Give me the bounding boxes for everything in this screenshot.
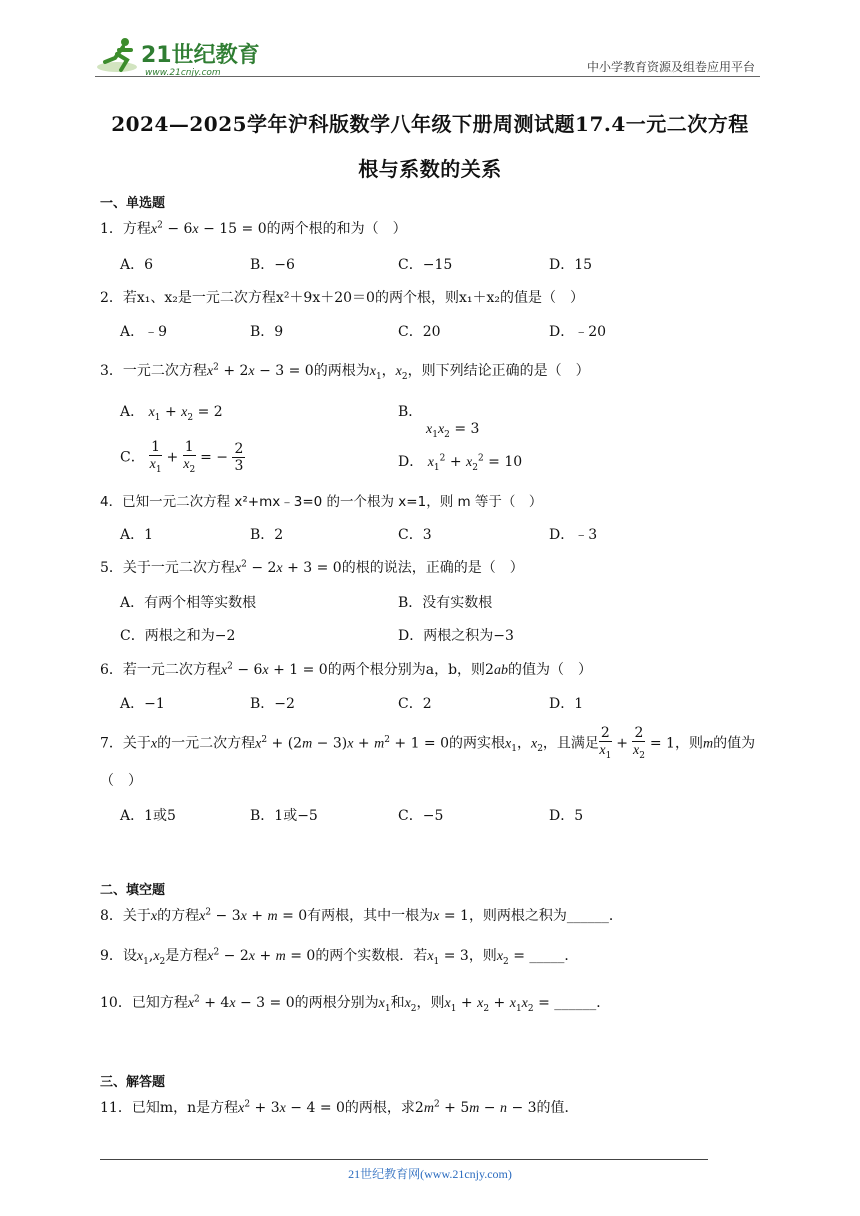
- header-rule: [95, 76, 760, 77]
- q3-option-b[interactable]: B． $x_1x_2 = 3$: [398, 404, 480, 440]
- logo: [95, 34, 265, 80]
- footer-link[interactable]: 21世纪教育网(www.21cnjy.com): [348, 1167, 512, 1181]
- question-2: 2．若x₁、x₂是一元二次方程x²＋9x＋20＝0的两个根，则x₁＋x₂的值是（ ）: [100, 290, 584, 306]
- q3-option-a[interactable]: A． $x_1 + x_2 = 2$: [120, 404, 223, 423]
- footer-rule: [100, 1159, 708, 1160]
- q3-option-c[interactable]: C． $\frac{1}{x_1}$ + $\frac{1}{x_2}$ = − $\frac{2}{3}$: [120, 439, 244, 475]
- q1-option-a[interactable]: A．6: [120, 257, 154, 273]
- q4-option-b[interactable]: B．2: [250, 527, 284, 543]
- q5-option-a[interactable]: A．有两个相等实数根: [120, 595, 257, 611]
- q6-option-b[interactable]: B．−2: [250, 696, 295, 712]
- section-single-choice: 一、单选题: [100, 196, 166, 211]
- site-tag: 中小学教育资源及组卷应用平台: [586, 60, 755, 74]
- q7-option-a[interactable]: A．1或5: [120, 808, 176, 824]
- q5-option-b[interactable]: B．没有实数根: [398, 595, 493, 611]
- q6-option-d[interactable]: D．1: [549, 696, 584, 712]
- q7-option-c[interactable]: C．−5: [398, 808, 444, 824]
- svg-text:21世纪教育: 21世纪教育: [141, 43, 260, 68]
- question-5: 5．关于一元二次方程$x^2 - 2x + 3 = 0$的根的说法，正确的是（ ）: [100, 559, 524, 576]
- question-7: 7．关于x的一元二次方程$x^2 + (2m - 3)x + m^2 + 1 = 0$的两实根$x_1$，$x_2$，且满足 $\frac{2}{x_1}$ + $\frac{2}{x_2}$ = 1，则m的值为: [100, 725, 756, 761]
- q1-option-d[interactable]: D．15: [549, 257, 593, 273]
- question-3: 3．一元二次方程$x^2 + 2x - 3 = 0$的两根为$x_1$，$x_2$，则下列结论正确的是（ ）: [100, 362, 590, 382]
- question-11: 11．已知m，n是方程$x^2 + 3x - 4 = 0$的两根，求$2m^2 + 5m - n - 3$的值．: [100, 1099, 579, 1116]
- q1-option-b[interactable]: B．−6: [250, 257, 295, 273]
- q4-option-d[interactable]: D．﹣3: [549, 527, 598, 543]
- q5-option-c[interactable]: C．两根之和为−2: [120, 628, 236, 644]
- q5-option-d[interactable]: D．两根之积为−3: [398, 628, 514, 644]
- q7-option-d[interactable]: D．5: [549, 808, 584, 824]
- section-answer: 三、解答题: [100, 1075, 166, 1090]
- page-title-line2: 根与系数的关系: [358, 157, 502, 181]
- q3-option-d[interactable]: D． $x_1^2 + x_2^2 = 10$: [398, 453, 523, 473]
- runner-logo-icon: [95, 34, 265, 80]
- q4-option-a[interactable]: A．1: [120, 527, 154, 543]
- q7-option-b[interactable]: B．1或−5: [250, 808, 318, 824]
- q4-option-c[interactable]: C．3: [398, 527, 432, 543]
- question-6: 6．若一元二次方程$x^2 - 6x + 1 = 0$的两个根分别为a，b，则2ab的值为（ ）: [100, 661, 592, 678]
- q6-option-c[interactable]: C．2: [398, 696, 432, 712]
- q6-option-a[interactable]: A．−1: [120, 696, 165, 712]
- svg-text:www.21cnjy.com: www.21cnjy.com: [145, 68, 221, 78]
- q2-option-d[interactable]: D．﹣20: [549, 324, 607, 340]
- question-1: 1．方程$x^2 - 6x - 15 = 0$的两个根的和为（ ）: [100, 220, 407, 237]
- section-fill-blank: 二、填空题: [100, 883, 166, 898]
- question-9: 9．设$x_1,x_2$是方程$x^2 - 2x + m = 0$的两个实数根．若$x_1 = 3$，则$x_2$ = _____．: [100, 947, 579, 967]
- q1-option-c[interactable]: C．−15: [398, 257, 453, 273]
- question-10: 10．已知方程$x^2 + 4x - 3 = 0$的两根分别为$x_1$和$x_2$，则$x_1 + x_2 + x_1x_2$ = ______．: [100, 994, 611, 1014]
- q2-option-a[interactable]: A．﹣9: [120, 324, 168, 340]
- page-title-line1: 2024—2025学年沪科版数学八年级下册周测试题17.4一元二次方程: [111, 112, 749, 136]
- q2-option-c[interactable]: C．20: [398, 324, 441, 340]
- question-4: 4．已知一元二次方程 x²+mx﹣3=0 的一个根为 x=1，则 m 等于（ ）: [100, 494, 543, 510]
- q2-option-b[interactable]: B．9: [250, 324, 284, 340]
- question-7-line2: （ ）: [100, 773, 142, 789]
- question-8: 8．关于x的方程$x^2 - 3x + m = 0$有两根，其中一根为x = 1，则两根之积为______．: [100, 907, 623, 924]
